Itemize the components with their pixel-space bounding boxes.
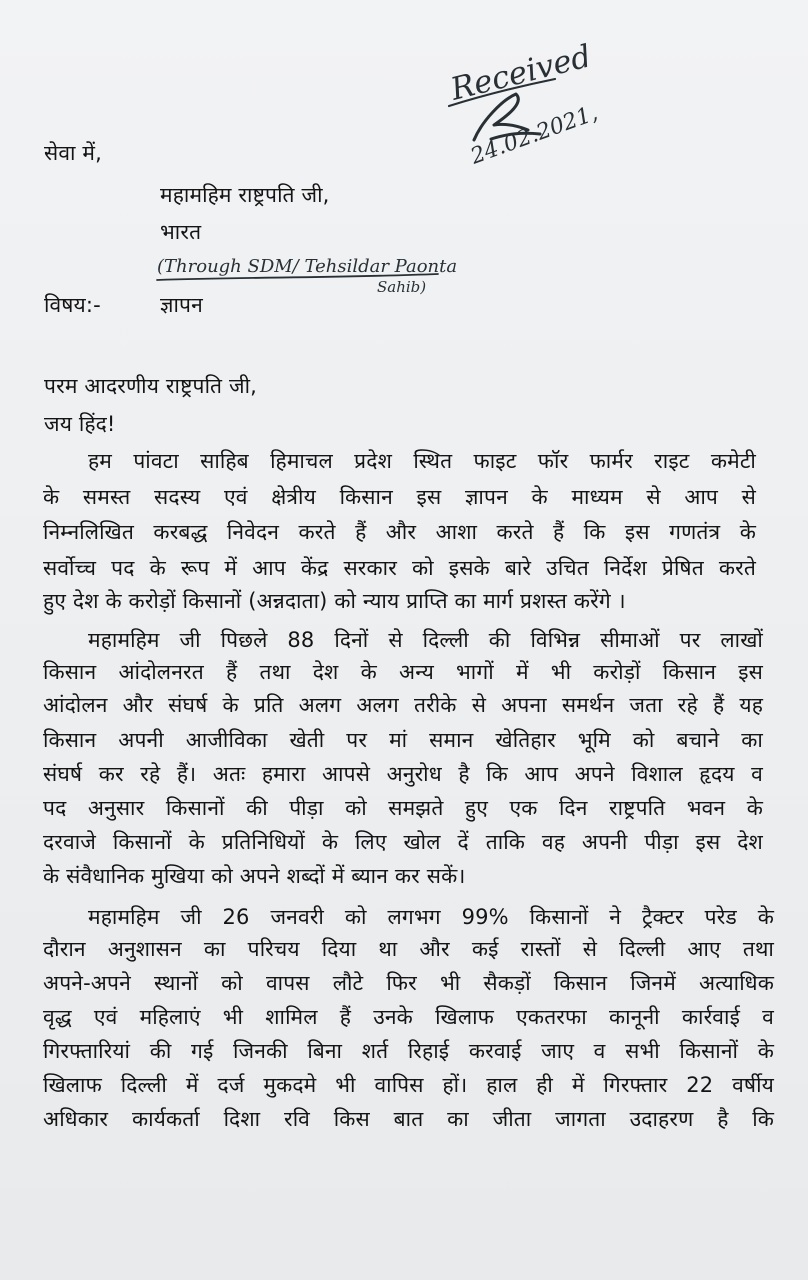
subject-value: ज्ञापन [160, 293, 203, 317]
paragraph-1-line-1: हम पांवटा साहिब हिमाचल प्रदेश स्थित फाइट फॉर फार्मर राइट कमेटी [88, 449, 756, 473]
paragraph-1-line-4: सर्वोच्च पद के रूप में आप केंद्र सरकार को इसके बारे उचित निर्देश प्रेषित करते [43, 556, 756, 580]
received-stamp: Received [447, 38, 595, 108]
paragraph-2-line-1: महामहिम जी पिछले 88 दिनों से दिल्ली की विभिन्न सीमाओं पर लाखों [88, 628, 763, 652]
paragraph-3-line-3: अपने-अपने स्थानों को वापस लौटे फिर भी सैकड़ों किसान जिनमें अत्याधिक [43, 971, 774, 995]
recipient-country: भारत [160, 220, 202, 244]
salutation: सेवा में, [44, 141, 102, 165]
opening-greeting: परम आदरणीय राष्ट्रपति जी, [44, 374, 257, 398]
signature-mark [474, 94, 540, 140]
routing-note: (Through SDM/ Tehsildar Paonta [157, 256, 458, 277]
paragraph-2-line-8: के संवैधानिक मुखिया को अपने शब्दों में ब्यान कर सकें। [43, 864, 466, 888]
paragraph-3-line-2: दौरान अनुशासन का परिचय दिया था और कई रास्तों से दिल्ली आए तथा [43, 937, 774, 961]
paragraph-3-line-7: अधिकार कार्यकर्ता दिशा रवि किस बात का जीता जागता उदाहरण है कि [43, 1107, 774, 1131]
paragraph-2-line-3: आंदोलन और संघर्ष के प्रति अलग अलग तरीके से अपना समर्थन जता रहे हैं यह [43, 693, 763, 717]
paragraph-1-line-5: हुए देश के करोड़ों किसानों (अन्नदाता) को न्याय प्राप्ति का मार्ग प्रशस्त करेंगे । [43, 589, 626, 613]
subject-label: विषय:- [44, 293, 101, 317]
opening-salute: जय हिंद! [44, 412, 116, 436]
paragraph-2-line-6: पद अनुसार किसानों की पीड़ा को समझते हुए एक दिन राष्ट्रपति भवन के [43, 796, 763, 820]
paragraph-2-line-7: दरवाजे किसानों के प्रतिनिधियों के लिए खोल दें ताकि वह अपनी पीड़ा इस देश [43, 830, 763, 854]
paragraph-3-line-4: वृद्ध एवं महिलाएं भी शामिल हैं उनके खिलाफ एकतरफा कानूनी कार्रवाई व [43, 1005, 774, 1029]
routing-note-underline [157, 274, 438, 280]
paragraph-2-line-5: संघर्ष कर रहे हैं। अतः हमारा आपसे अनुरोध है कि आप अपने विशाल हृदय व [43, 762, 763, 786]
received-underline [449, 79, 555, 106]
paragraph-2-line-2: किसान आंदोलनरत हैं तथा देश के अन्य भागों में भी करोड़ों किसान इस [43, 660, 763, 684]
received-date: 24.02.2021, [467, 100, 602, 170]
recipient-title: महामहिम राष्ट्रपति जी, [160, 183, 330, 207]
paragraph-3-line-1: महामहिम जी 26 जनवरी को लगभग 99% किसानों ने ट्रैक्टर परेड के [88, 905, 774, 929]
routing-note-suffix: Sahib) [377, 278, 427, 296]
paragraph-2-line-4: किसान अपनी आजीविका खेती पर मां समान खेतिहार भूमि को बचाने का [43, 728, 763, 752]
paragraph-1-line-2: के समस्त सदस्य एवं क्षेत्रीय किसान इस ज्ञापन के माध्यम से आप से [43, 485, 756, 509]
paragraph-1-line-3: निम्नलिखित करबद्ध निवेदन करते हैं और आशा करते हैं कि इस गणतंत्र के [43, 520, 756, 544]
paragraph-3-line-5: गिरफ्तारियां की गई जिनकी बिना शर्त रिहाई करवाई जाए व सभी किसानों के [43, 1039, 774, 1063]
paragraph-3-line-6: खिलाफ दिल्ली में दर्ज मुकदमे भी वापिस हों। हाल ही में गिरफ्तार 22 वर्षीय [43, 1073, 774, 1097]
